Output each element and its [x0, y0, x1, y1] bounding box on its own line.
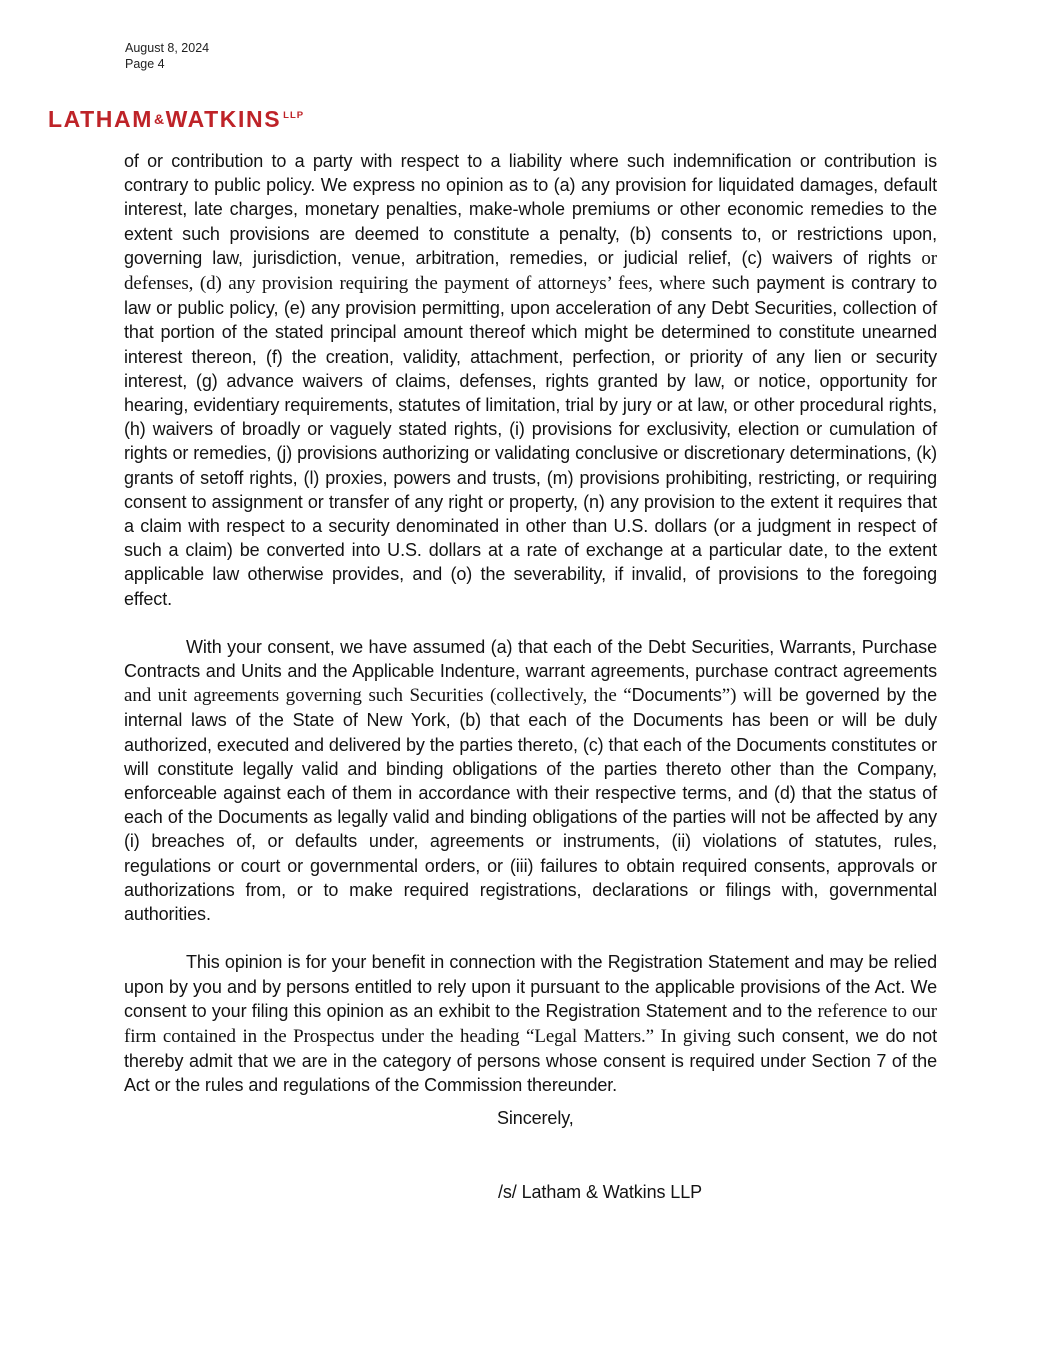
logo-llp-suffix: LLP	[283, 110, 305, 121]
text-segment-sans: Documents	[631, 685, 722, 706]
text-segment-serif: reference to our firm contained in the Prospectus under the heading “Legal Matters.” In giving	[124, 1000, 937, 1047]
text-segment-sans: such payment is contrary to law or public policy, (e) any provision permitting, upon acceleration of any Debt Securities, collection of that portion of the stated principal amount thereof which might be determined to constitute unearned interest thereon, (f) the creation, validity, attachment, perfection, or priority of any lien or security interest, (g) advance waivers of claims, defenses, rights granted by law, or notice, opportunity for hearing, evidentiary requirements, statutes of limitation, trial by jury or at law, or other procedural rights, (h) waivers of broadly or vaguely stated rights, (i) provisions for exclusivity, election or cumulation of rights or remedies, (j) provisions authorizing or validating conclusive or discretionary determinations, (k) grants of setoff rights, (l) proxies, powers and trusts, (m) provisions prohibiting, restricting, or requiring consent to assignment or transfer of any right or property, (n) any provision to the extent it requires that a claim with respect to a security denominated in other than U.S. dollars (or a judgment in respect of such a claim) be converted into U.S. dollars at a rate of exchange at a particular date, to the extent applicable law otherwise provides, and (o) the severability, if invalid, of provisions to the foregoing effect.	[124, 273, 937, 609]
text-segment-serif: ”) will	[721, 685, 779, 707]
body-paragraph-1	[124, 149, 937, 611]
text-segment-serif: or defenses, (d) any provision requiring the payment of attorneys’ fees, where	[124, 247, 937, 295]
date-line: August 8, 2024	[125, 41, 210, 55]
body-paragraph-2	[124, 635, 937, 926]
closing-salutation: Sincerely,	[497, 1107, 574, 1128]
logo-ampersand: &	[153, 111, 165, 127]
letter-body	[124, 149, 937, 1204]
logo-latham: LATHAM	[48, 106, 153, 132]
page-number: Page 4	[125, 56, 165, 71]
text-segment-sans: With your consent, we have assumed (a) that each of the Debt Securities, Warrants, Purchase Contracts and Units and the Applicable Indenture, warrant agreements, purchase contract agreements	[124, 636, 937, 682]
body-paragraph-3	[124, 950, 937, 1097]
latham-watkins-logo	[48, 106, 304, 133]
text-segment-sans: be governed by the internal laws of the State of New York, (b) that each of the Documents has been or will be duly authorized, executed and delivered by the parties thereto, (c) that each of the Documents constitutes or will constitute legally valid and binding obligations of the parties thereto other than the Company, enforceable against each of them in accordance with their respective terms, and (d) that the status of each of the Documents as legally valid and binding obligations of the parties will not be affected by any (i) breaches of, or defaults under, agreements or instruments, (ii) violations of statutes, rules, regulations or court or governmental orders, or (iii) failures to obtain required consents, approvals or authorizations from, or to make required registrations, declarations or filings with, governmental authorities.	[124, 685, 937, 925]
signature-line: /s/ Latham & Watkins LLP	[498, 1181, 703, 1202]
text-segment-serif: and unit agreements governing such Securities (collectively, the “	[124, 685, 632, 707]
letter-header	[125, 41, 209, 72]
logo-watkins: WATKINS	[165, 106, 282, 132]
text-segment-sans: of or contribution to a party with respect to a liability where such indemnification or contribution is contrary to public policy. We express no opinion as to (a) any provision for liquidated damages, default interest, late charges, monetary penalties, make-whole premiums or other economic remedies to the extent such provisions are deemed to constitute a penalty, (b) consents to, or restrictions upon, governing law, jurisdiction, venue, arbitration, remedies, or judicial relief, (c) waivers of rights	[124, 151, 937, 268]
text-segment-sans: This opinion is for your benefit in connection with the Registration Statement and may be relied upon by you and by persons entitled to rely upon it pursuant to the applicable provisions of the Act. We consent to your filing this opinion as an exhibit to the Registration Statement and to the	[124, 952, 937, 1021]
text-segment-sans: such consent, we do not thereby admit that we are in the category of persons whose consent is required under Section 7 of the Act or the rules and regulations of the Commission thereunder.	[124, 1025, 937, 1096]
